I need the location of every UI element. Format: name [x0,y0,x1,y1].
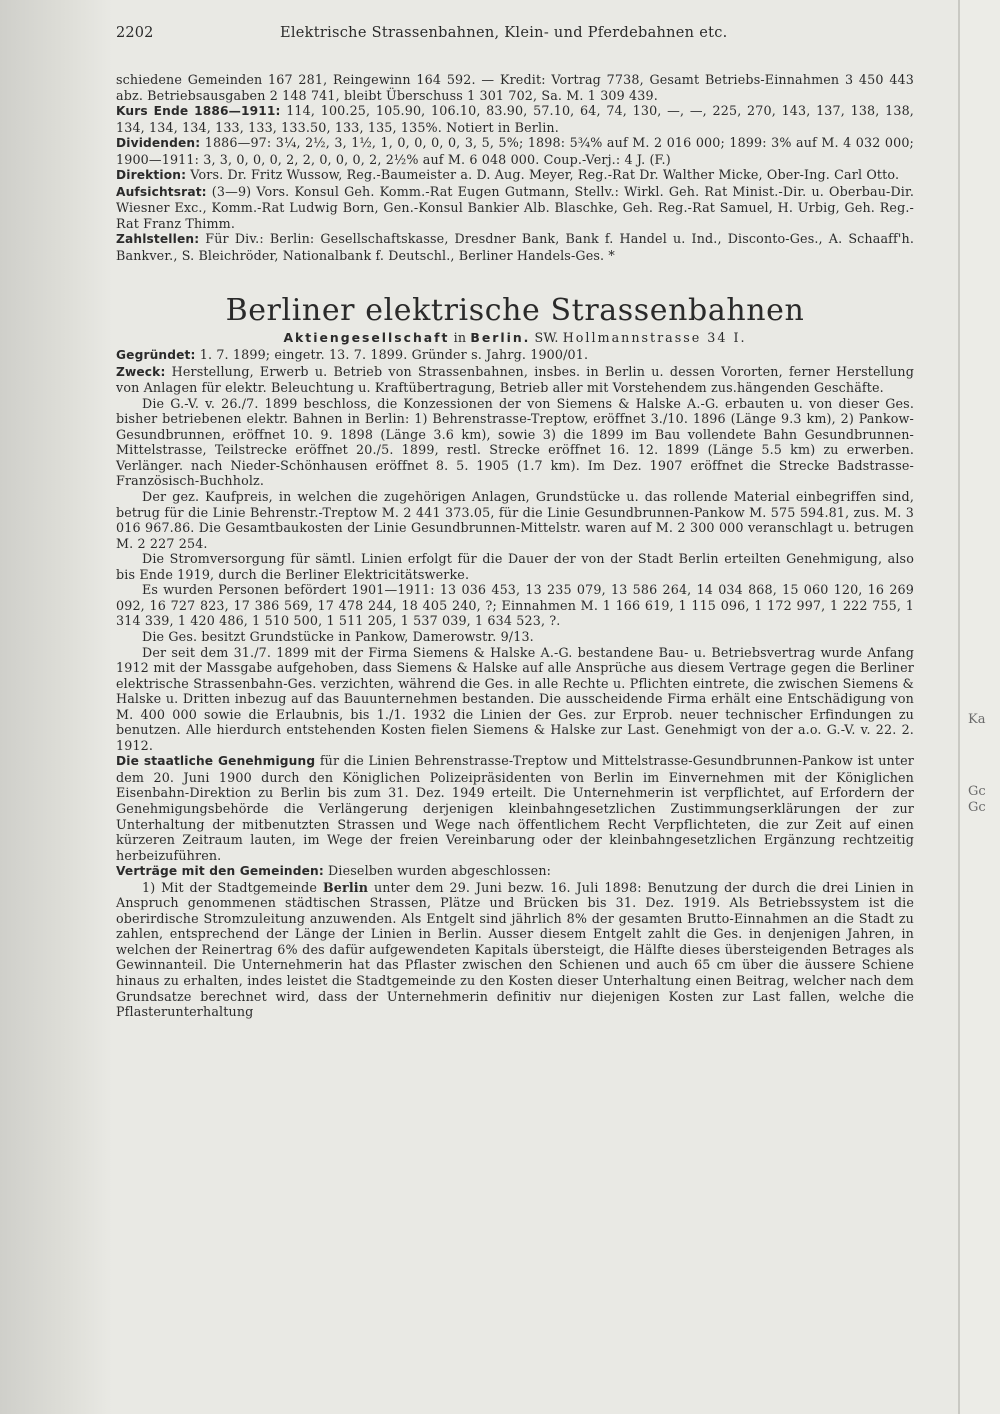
adjacent-fragment: Gc [968,784,986,799]
prev-entry-direktion [116,167,914,184]
entry-genehmigung [116,753,914,863]
prev-entry-kurs [116,103,914,135]
genehmigung-text: für die Linien Behrenstrasse-Treptow und Mittelstrasse-Gesundbrunnen-Pankow ist unter dem 20. Juni 1900 durch den Königlichen Polizeipräsidenten von Berlin im Einvernehmen mit der Königlichen Eisenbahn-Direktion zu Berlin bis zum 31. Dez. 1949 erteilt. Die Unternehmerin ist verpflichtet, auf Erfordern der Genehmigungsbehörde die Verlängerung derjenigen kleinbahngesetzlichen Zustimmungserklärungen der zur Unterhaltung der mitbenutzten Strassen und Wege nach öffentlichem Recht Verpflichteten, die zur Zeit auf einen kürzeren Zeitraum lauten, im Wege der freien Vereinbarung oder der kleinbahngesetzlichen Ergänzung rechtzeitig herbeizuführen. [116,753,914,863]
page-gutter-shadow [0,0,112,1414]
entry-zweck [116,364,914,396]
zweck-label: Zweck: [116,364,166,379]
direktion-label: Direktion: [116,168,187,183]
aufsichtsrat-label: Aufsichtsrat: [116,184,207,199]
gegruendet-label: Gegründet: [116,348,196,363]
zahlstellen-text: Für Div.: Berlin: Gesellschaftskasse, Dresdner Bank, Bank f. Handel u. Ind., Disconto-Ges., A. Schaaff'h. Bankver., S. Bleichröder, Nationalbank f. Deutschl., Berliner Handels-Ges. * [116,231,914,264]
company-subtitle [116,330,914,346]
vertraege-text: Dieselben wurden abgeschlossen: [323,863,552,879]
company-title: Berliner elektrische Strassenbahnen [225,292,805,328]
genehmigung-label: Die staatliche Genehmigung [116,754,316,769]
paragraph-gv: Die G.-V. v. 26./7. 1899 beschloss, die Konzessionen der von Siemens & Halske A.-G. erbauten u. von dieser Ges. bisher betriebenen elektr. Bahnen in Berlin: 1) Behrenstrasse-Treptow, eröffnet 3./10. 1896 (Länge 9.3 km), 2) Pankow-Gesundbrunnen, eröffnet 10. 9. 1898 (Länge 3.6 km), sowie 3) die 1899 im Bau vollendete Bahn Gesundbrunnen-Mittelstrasse, Teilstrecke eröffnet 20./5. 1899, restl. Strecke eröffnet 16. 12. 1899 (Länge 5.5 km) zu erwerben. Verlänger. nach Nieder-Schönhausen eröffnet 8. 5. 1905 (1.7 km). Im Dez. 1907 eröffnet die Strecke Badstrasse-Französisch-Buchholz. [116,395,914,489]
zahlstellen-label: Zahlstellen: [116,232,200,247]
running-title: Elektrische Strassenbahnen, Klein- und Pferdebahnen etc. [279,25,728,41]
prev-entry-zahlstellen [116,231,914,263]
entry-vertraege [116,863,914,880]
paragraph-vertrag-berlin [116,880,914,1020]
prev-entry-intro: schiedene Gemeinden 167 281, Reingewinn 164 592. — Kredit: Vortrag 7738, Gesamt Betriebs-Einnahmen 3 450 443 abz. Betriebsausgaben 2 148 741, bleibt Überschuss 1 301 702, Sa. M. 1 309 439. [116,72,914,103]
paragraph-grundstuecke: Die Ges. besitzt Grundstücke in Pankow, Damerowstr. 9/13. [142,628,534,644]
company-address: Hollmannstrasse 34 I. [562,329,747,345]
prev-entry-aufsichtsrat [116,184,914,232]
paragraph-personen: Es wurden Personen befördert 1901—1911: 13 036 453, 13 235 079, 13 586 264, 14 034 868, 15 060 120, 16 269 092, 16 727 823, 17 386 569, 17 478 244, 18 405 240, ?; Einnahmen M. 1 166 619, 1 115 096, 1 172 997, 1 222 755, 1 314 339, 1 420 486, 1 510 500, 1 511 205, 1 537 039, 1 634 523, ?. [116,582,914,629]
aufsichtsrat-text: (3—9) Vors. Konsul Geh. Komm.-Rat Eugen Gutmann, Stellv.: Wirkl. Geh. Rat Minist.-Dir. u. Oberbau-Dir. Wiesner Exc., Komm.-Rat Ludwig Born, Gen.-Konsul Bankier Alb. Blaschke, Geh. Reg.-Rat Samuel, H. Urbig, Geh. Reg.-Rat Franz Thimm. [116,183,914,231]
vertraege-label: Verträge mit den Gemeinden: [116,864,324,879]
prev-entry-dividenden [116,135,914,167]
paragraph-bauvertrag: Der seit dem 31./7. 1899 mit der Firma Siemens & Halske A.-G. bestandene Bau- u. Betriebsvertrag wurde Anfang 1912 mit der Massgabe aufgehoben, dass Siemens & Halske auf alle Ansprüche aus diesem Vertrage gegen die Berliner elektrische Strassenbahn-Ges. verzichten, während die Ges. in alle Rechte u. Pflichten eintrete, die zwischen Siemens & Halske u. Dritten inbezug auf das Bauunternehmen bestanden. Die ausscheidende Firma erhält eine Entschädigung von M. 400 000 sowie die Erlaubnis, bis 1./1. 1932 die Linien der Ges. zur Erprob. neuer technischer Erfindungen zu benutzen. Alle hierdurch entstehenden Kosten fielen Siemens & Halske zur Last. Genehmigt von der a.o. G.-V. v. 22. 2. 1912. [116,644,914,753]
berlin-text: unter dem 29. Juni bezw. 16. Juli 1898: Benutzung der durch die drei Linien in Anspruch genommenen städtischen Strassen, Plätze und Brücken bis 31. Dez. 1919. Als Betriebssystem ist die oberirdische Stromzuleitung anzuwenden. Als Entgelt sind jährlich 8% der gesamten Brutto-Einnahmen an die Stadt zu zahlen, entsprechend der Länge der Linien in Berlin. Ausser diesem Entgelt zahlt die Ges. in denjenigen Jahren, in welchen der Reinertrag 6% des dafür aufgewendeten Kapitals übersteigt, die Hälfte dieses übersteigenden Betrages als Gewinnanteil. Die Unternehmerin hat das Pflaster zwischen den Schienen und auch 65 cm über die äussere Schiene hinaus zu erhalten, indes leistet die Stadtgemeinde zu den Kosten dieser Unterhaltung einen Beitrag, welcher nach dem Grundsatze berechnet wird, dass der Unternehmerin definitiv nur diejenigen Kosten zur Last fallen, welche die Pflasterunterhaltung [116,879,915,1020]
company-city-prefix: in [449,329,471,345]
company-legal-form: Aktiengesellschaft [283,329,450,345]
adjacent-fragment: Ka [968,712,986,727]
dividenden-label: Dividenden: [116,136,201,151]
dividenden-text: 1886—97: 3¼, 2½, 3, 1½, 1, 0, 0, 0, 0, 3, 5, 5%; 1898: 5¾% auf M. 2 016 000; 1899: 3% auf M. 4 032 000; 1900—1911: 3, 3, 0, 0, 0, 2, 2, 0, 0, 0, 2, 2½% auf M. 6 048 000. Coup.-Verj.: 4 J. (F.) [116,135,914,167]
kurs-text: 114, 100.25, 105.90, 106.10, 83.90, 57.10, 64, 74, 130, —, —, 225, 270, 143, 137, 138, 138, 134, 134, 134, 133, 133, 133.50, 133, 135, 135%. Notiert in Berlin. [116,103,914,135]
gegruendet-text: 1. 7. 1899; eingetr. 13. 7. 1899. Gründer s. Jahrg. 1900/01. [195,347,589,363]
company-city: Berlin. [470,329,531,345]
adjacent-page-edge [958,0,1000,1414]
paragraph-kaufpreis: Der gez. Kaufpreis, in welchen die zugehörigen Anlagen, Grundstücke u. das rollende Material einbegriffen sind, betrug für die Linie Behrenstr.-Treptow M. 2 441 373.05, für die Linie Gesundbrunnen-Pankow M. 575 594.81, zus. M. 3 016 967.86. Die Gesamtbaukosten der Linie Gesundbrunnen-Mittelstr. waren auf M. 2 300 000 veranschlagt u. betrugen M. 2 227 254. [116,489,914,551]
kurs-label: Kurs Ende 1886—1911: [116,104,281,119]
running-header [116,24,914,42]
company-address-prefix: SW. [530,329,563,345]
direktion-text: Vors. Dr. Fritz Wussow, Reg.-Baumeister a. D. Aug. Meyer, Reg.-Rat Dr. Walther Micke, Ober-Ing. Carl Otto. [186,167,900,183]
zweck-text: Herstellung, Erwerb u. Betrieb von Strassenbahnen, insbes. in Berlin u. dessen Vororten, ferner Herstellung von Anlagen für elektr. Beleuchtung u. Kraftübertragung, Betrieb aller mit Vorstehendem zus.hängenden Geschäfte. [116,363,914,396]
entry-gegruendet [116,347,914,364]
berlin-city: Berlin [322,879,369,895]
page-number: 2202 [116,25,154,41]
paragraph-stromversorgung: Die Stromversorgung für sämtl. Linien erfolgt für die Dauer der von der Stadt Berlin erteilten Genehmigung, also bis Ende 1919, durch die Berliner Elektricitätswerke. [116,551,914,582]
adjacent-fragment: Gc [968,800,986,815]
document-page [116,24,914,1020]
berlin-prefix: 1) Mit der Stadtgemeinde [142,879,323,895]
